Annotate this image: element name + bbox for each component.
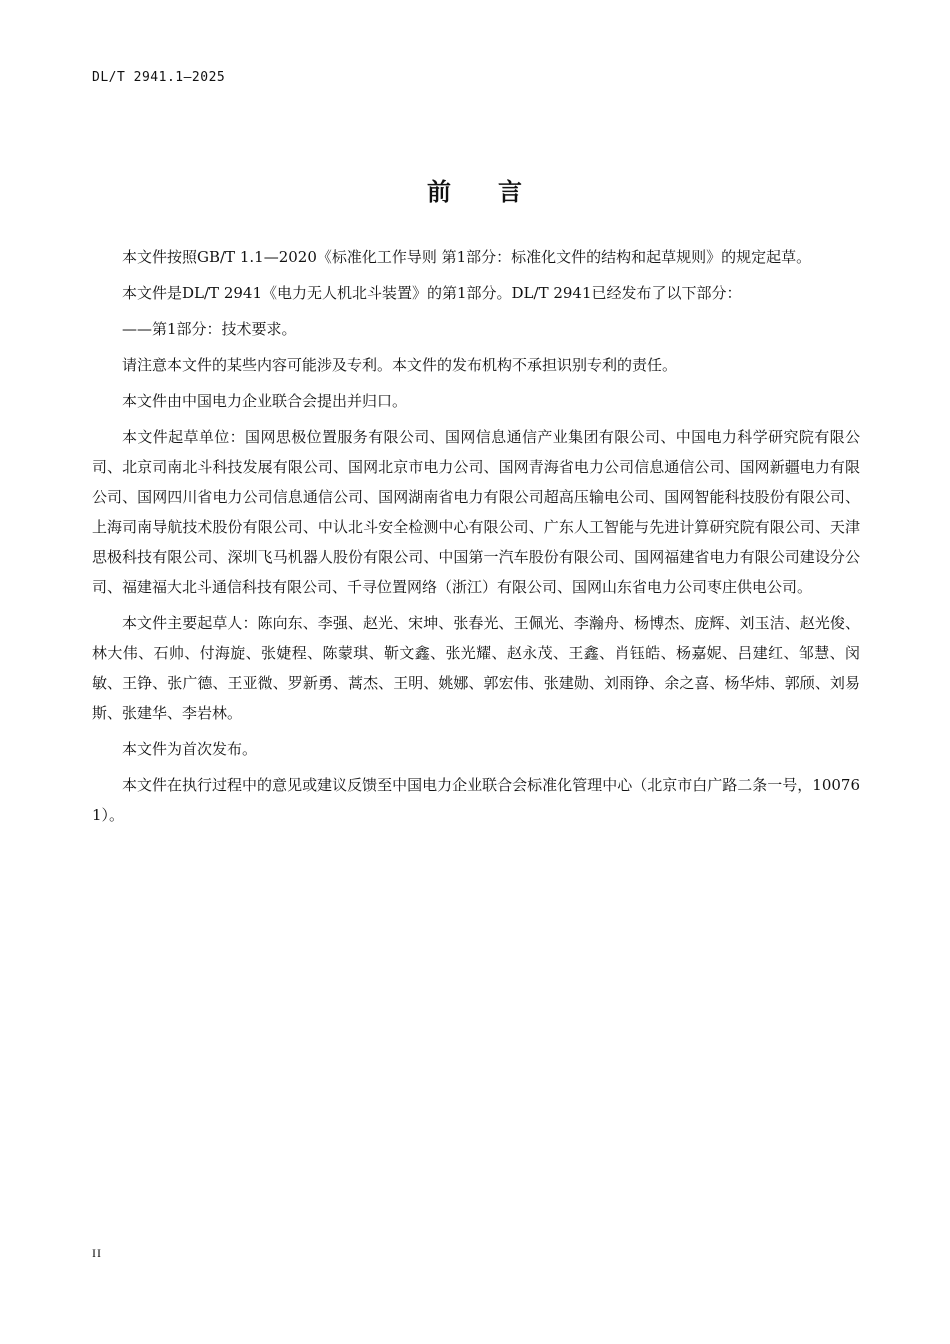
paragraph-drafting-rules: 本文件按照GB/T 1.1—2020《标准化工作导则 第1部分：标准化文件的结构和起草规则》的规定起草。 (122, 248, 812, 266)
document-number: DL/T 2941.1—2025 (92, 70, 226, 85)
paragraph-drafting-units: 本文件起草单位：国网思极位置服务有限公司、国网信息通信产业集团有限公司、中国电力科学研究院有限公司、北京司南北斗科技发展有限公司、国网北京市电力公司、国网青海省电力公司信息通信公司、国网新疆电力有限公司、国网四川省电力公司信息通信公司、国网湖南省电力有限公司超高压输电公司、国网智能科技股份有限公司、上海司南导航技术股份有限公司、中认北斗安全检测中心有限公司、广东人工智能与先进计算研究院有限公司、天津思极科技有限公司、深圳飞马机器人股份有限公司、中国第一汽车股份有限公司、国网福建省电力有限公司建设分公司、福建福大北斗通信科技有限公司、千寻位置网络（浙江）有限公司、国网山东省电力公司枣庄供电公司。 (92, 428, 860, 596)
paragraph-first-release: 本文件为首次发布。 (122, 740, 258, 758)
paragraph-drafters: 本文件主要起草人：陈向东、李强、赵光、宋坤、张春光、王佩光、李瀚舟、杨博杰、庞辉、刘玉洁、赵光俊、林大伟、石帅、付海旋、张婕程、陈蒙琪、靳文鑫、张光耀、赵永茂、王鑫、肖钰皓、杨嘉妮、吕建红、邹慧、闵敏、王铮、张广德、王亚微、罗新勇、蒿杰、王明、姚娜、郭宏伟、张建勋、刘雨铮、余之喜、杨华炜、郭颀、刘易斯、张建华、李岩林。 (92, 614, 860, 722)
page-number: II (92, 1246, 102, 1260)
paragraph-patent-notice: 请注意本文件的某些内容可能涉及专利。本文件的发布机构不承担识别专利的责任。 (122, 356, 678, 374)
paragraph-part-info: 本文件是DL/T 2941《电力无人机北斗装置》的第1部分。DL/T 2941已经发布了以下部分： (122, 284, 742, 302)
paragraph-proposer: 本文件由中国电力企业联合会提出并归口。 (122, 392, 408, 410)
paragraph-feedback: 本文件在执行过程中的意见或建议反馈至中国电力企业联合会标准化管理中心（北京市白广路二条一号，100761）。 (92, 776, 860, 824)
title-char-1: 前 (427, 178, 452, 206)
page-title (0, 172, 950, 207)
title-char-2: 言 (498, 178, 523, 206)
foreword-body (92, 242, 860, 836)
paragraph-part-list: ——第1部分：技术要求。 (122, 320, 297, 338)
